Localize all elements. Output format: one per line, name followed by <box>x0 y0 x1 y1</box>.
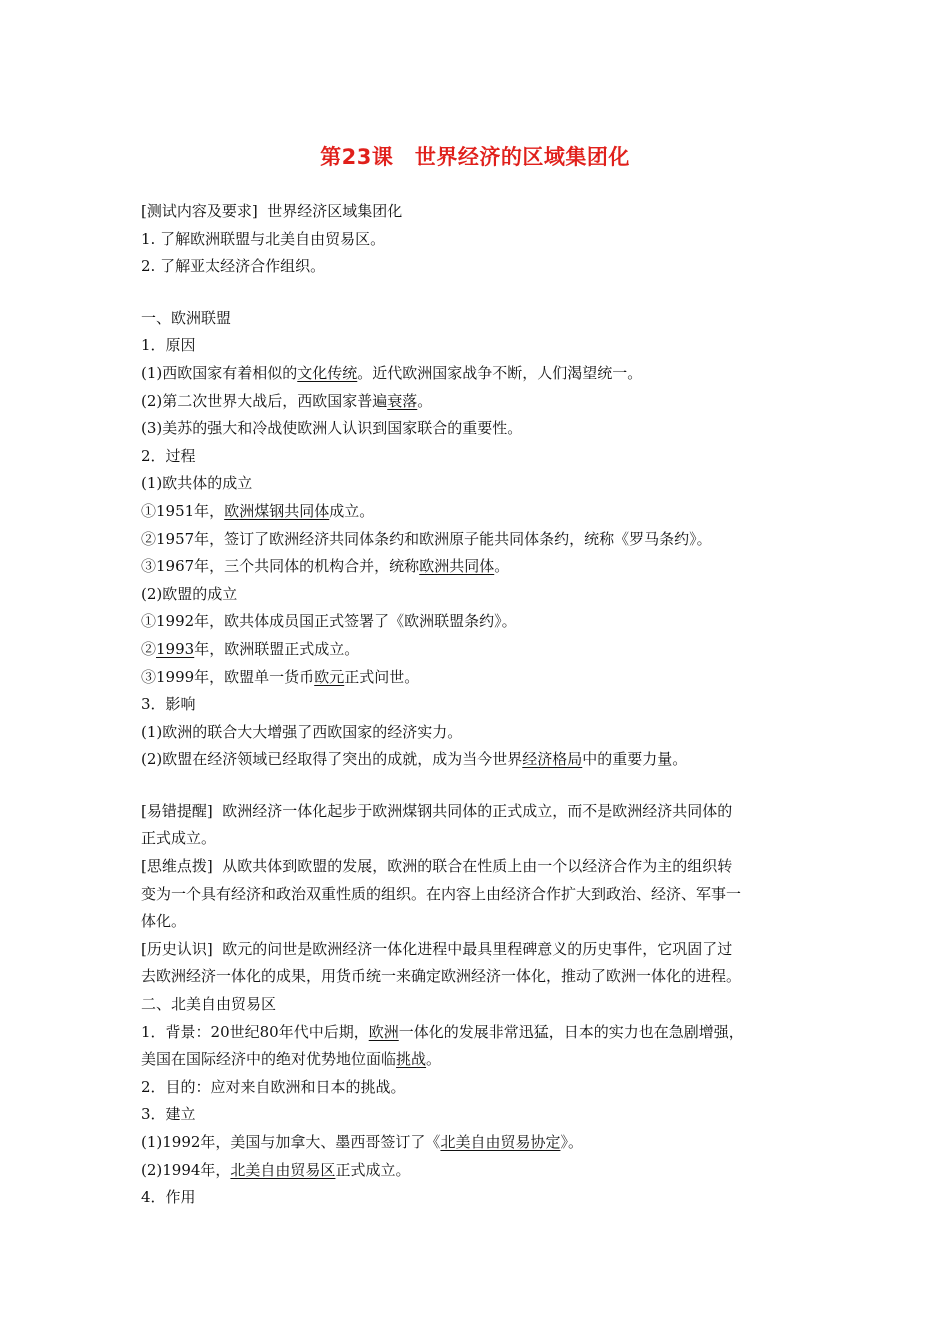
text: 。近代欧洲国家战争不断，人们渴望统一。 <box>357 363 643 382</box>
page-title: 第23课 世界经济的区域集团化 <box>320 145 630 169</box>
note-text: 欧元的问世是欧洲经济一体化进程中最具里程碑意义的历史事件，它巩固了过 <box>222 939 733 958</box>
note-text: 欧洲经济一体化起步于欧洲煤钢共同体的正式成立，而不是欧洲经济共同体的 <box>222 801 733 820</box>
blank-answer: 欧洲煤钢共同体 <box>224 501 330 520</box>
process-2-heading: (2)欧盟的成立 <box>141 584 238 603</box>
text: 正式问世。 <box>344 667 420 686</box>
process-2c <box>141 664 817 692</box>
requirement-1: 1. 了解欧洲联盟与北美自由贸易区。 <box>141 229 386 248</box>
subheading-establish: 3．建立 <box>141 1105 196 1124</box>
text: (2)欧盟在经济领域已经取得了突出的成就，成为当今世界 <box>141 750 523 769</box>
spacer <box>141 774 817 798</box>
requirement-tag: [测试内容及要求] <box>141 202 258 220</box>
blank-answer: 北美自由贸易协定 <box>440 1133 561 1151</box>
process-1a <box>141 498 817 526</box>
background-2 <box>141 1046 817 1074</box>
subheading-effect: 4．作用 <box>141 1188 196 1207</box>
blank-answer: 欧元 <box>314 667 345 686</box>
reason-1 <box>141 360 817 388</box>
document-body <box>141 198 817 1212</box>
note-history <box>141 936 817 964</box>
reason-2 <box>141 388 817 416</box>
text: 。 <box>494 557 510 576</box>
goal: 2．目的：应对来自欧洲和日本的挑战。 <box>141 1077 406 1096</box>
text: 。 <box>426 1050 442 1069</box>
text: 年，欧洲联盟正式成立。 <box>194 639 360 658</box>
text: 一体化的发展非常迅猛，日本的实力也在急剧增强， <box>398 1022 744 1041</box>
section-heading-nafta: 二、北美自由贸易区 <box>141 995 277 1014</box>
text: (1)1992年，美国与加拿大、墨西哥签订了《 <box>141 1133 441 1151</box>
establish-1 <box>141 1129 817 1157</box>
test-requirement-line <box>141 198 817 226</box>
blank-answer: 文化传统 <box>297 363 358 382</box>
text: 成立。 <box>329 501 375 520</box>
process-1b: ②1957年，签订了欧洲经济共同体条约和欧洲原子能共同体条约，统称《罗马条约》。 <box>141 529 712 548</box>
blank-answer: 挑战 <box>396 1050 427 1069</box>
blank-answer: 欧洲共同体 <box>419 557 495 576</box>
process-1c <box>141 553 817 581</box>
note-thinking <box>141 853 817 881</box>
text: (2)1994年， <box>141 1160 231 1179</box>
text: 正式成立。 <box>335 1160 411 1179</box>
text: ③1999年，欧盟单一货币 <box>141 667 315 686</box>
note-thinking-cont: 变为一个具有经济和政治双重性质的组织。在内容上由经济合作扩大到政治、经济、军事一 <box>141 884 742 903</box>
process-2a: ①1992年，欧共体成员国正式签署了《欧洲联盟条约》。 <box>141 612 517 631</box>
section-heading-eu: 一、欧洲联盟 <box>141 308 232 327</box>
note-history-cont: 去欧洲经济一体化的成果，用货币统一来确定欧洲经济一体化，推动了欧洲一体化的进程。 <box>141 967 742 986</box>
text: 》。 <box>560 1133 583 1151</box>
blank-answer: 经济格局 <box>522 750 583 769</box>
note-tag: [历史认识] <box>141 939 213 958</box>
text: 。 <box>417 391 433 410</box>
text: (1)西欧国家有着相似的 <box>141 363 298 382</box>
background-1 <box>141 1019 817 1047</box>
spacer <box>141 281 817 305</box>
note-tag: [易错提醒] <box>141 801 213 820</box>
text: ② <box>141 639 157 658</box>
text: ①1951年， <box>141 501 225 520</box>
impact-1: (1)欧洲的联合大大增强了西欧国家的经济实力。 <box>141 722 463 741</box>
text: (2)第二次世界大战后，西欧国家普遍 <box>141 391 388 410</box>
establish-2 <box>141 1157 817 1185</box>
text: 1．背景：20世纪80年代中后期， <box>141 1022 369 1041</box>
note-error-alert-cont: 正式成立。 <box>141 829 217 848</box>
reason-3: (3)美苏的强大和冷战使欧洲人认识到国家联合的重要性。 <box>141 419 523 438</box>
blank-answer: 1993 <box>156 639 195 658</box>
requirement-2: 2. 了解亚太经济合作组织。 <box>141 257 326 276</box>
subheading-process: 2．过程 <box>141 446 196 465</box>
note-thinking-cont2: 体化。 <box>141 912 187 931</box>
blank-answer: 北美自由贸易区 <box>230 1160 336 1179</box>
blank-answer: 衰落 <box>387 391 418 410</box>
requirement-topic: 世界经济区域集团化 <box>267 202 403 220</box>
note-text: 从欧共体到欧盟的发展，欧洲的联合在性质上由一个以经济合作为主的组织转 <box>222 857 733 876</box>
subheading-impact: 3．影响 <box>141 695 196 714</box>
subheading-reason: 1．原因 <box>141 336 196 355</box>
impact-2 <box>141 746 817 774</box>
text: ③1967年，三个共同体的机构合并，统称 <box>141 557 420 576</box>
text: 中的重要力量。 <box>582 750 688 769</box>
note-error-alert <box>141 798 817 826</box>
text: 美国在国际经济中的绝对优势地位面临 <box>141 1050 397 1069</box>
process-1-heading: (1)欧共体的成立 <box>141 474 253 493</box>
note-tag: [思维点拨] <box>141 857 213 876</box>
blank-answer: 欧洲 <box>368 1022 399 1041</box>
process-2b <box>141 636 817 664</box>
